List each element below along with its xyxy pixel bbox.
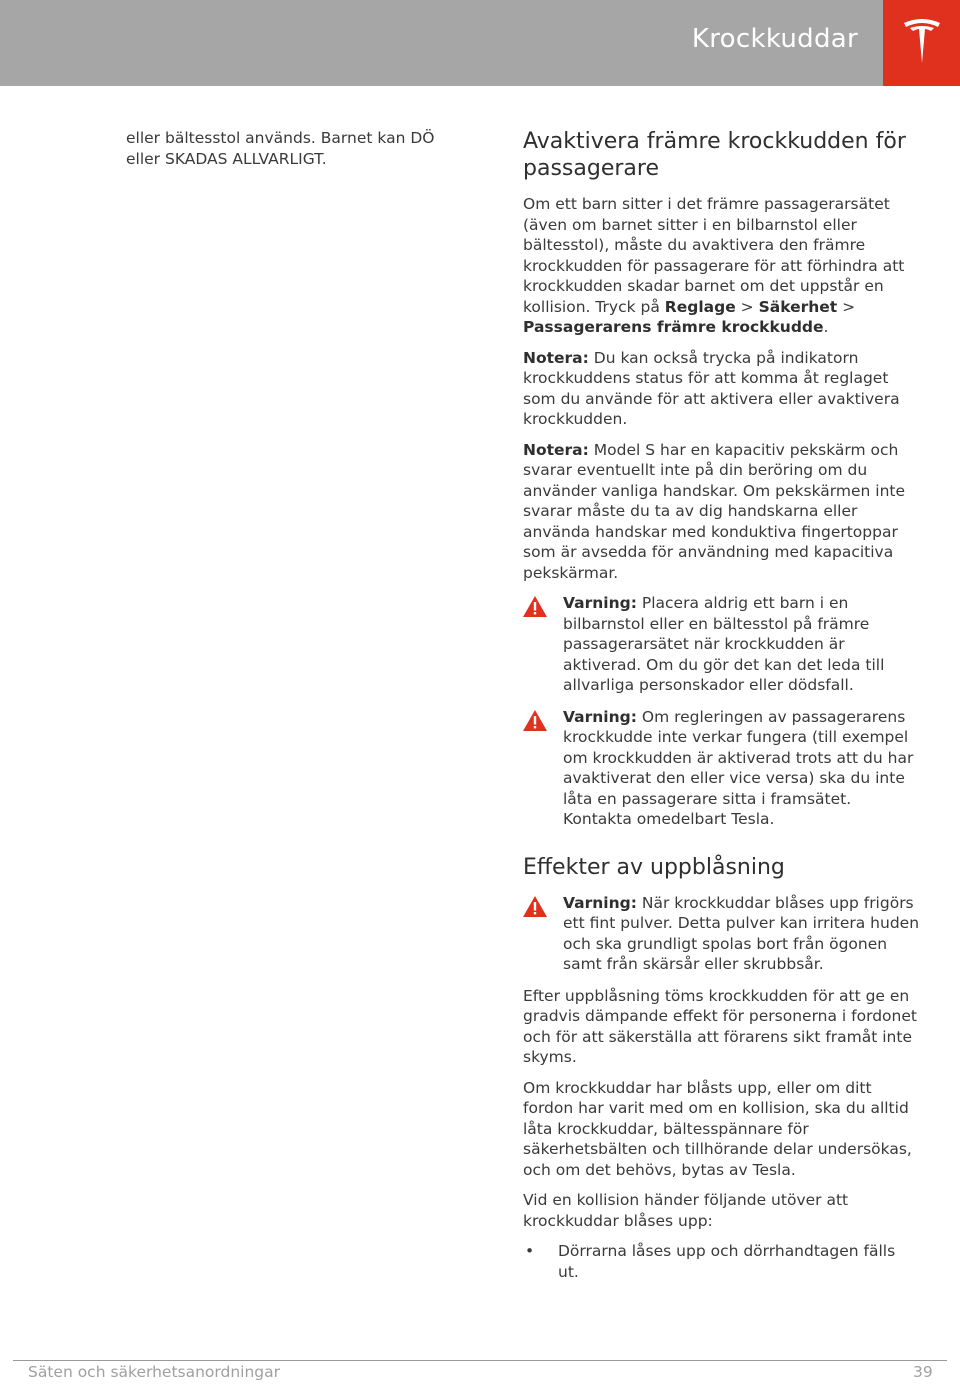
note-touchscreen (523, 440, 920, 584)
section-heading-deactivate: Avaktivera främre krockkudden för passagerare (523, 129, 906, 181)
list-item-text: Dörrarna låses upp och dörrhandtagen fälls ut. (558, 1242, 896, 1281)
warning-label: Varning: (563, 893, 637, 912)
tesla-logo-icon (902, 17, 942, 65)
paragraph-inspection: Om krockkuddar har blåsts upp, eller om ditt fordon har varit med om en kollision, ska du alltid låta krockkuddar, bältesspännare för säkerhetsbälten och tillhörande delar undersökas, och om det behövs, bytas av Tesla. (523, 1078, 912, 1179)
section-heading-inflation: Effekter av uppblåsning (523, 854, 785, 880)
note-label: Notera: (523, 440, 589, 459)
bullet-icon: • (525, 1242, 535, 1260)
warning-text: Om regleringen av passagerarens krockkudde inte verkar fungera (till exempel om krockkudden är aktiverad trots att du har avaktiverat den eller vice versa) ska du inte låta en passagerare sitta i framsätet. Kontakta omedelbart Tesla. (563, 707, 914, 828)
paragraph-collision-intro: Vid en kollision händer följande utöver att krockkuddar blåses upp: (523, 1191, 849, 1230)
warning-label: Varning: (563, 707, 637, 726)
warning-triangle-icon (523, 896, 547, 917)
footer-divider (13, 1360, 947, 1361)
warning-label: Varning: (563, 594, 637, 612)
list-item (523, 1241, 920, 1282)
warning-airbag-control (523, 707, 920, 830)
path-reglage: Reglage (664, 297, 736, 316)
left-paragraph: eller bältesstol används. Barnet kan DÖ eller SKADAS ALLVARLIGT. (126, 129, 435, 168)
footer-section-name: Säten och säkerhetsanordningar (28, 1363, 281, 1381)
left-column (126, 128, 471, 180)
page-number: 39 (913, 1363, 933, 1381)
note-text: Du kan också trycka på indikatorn krockkuddens status för att komma åt reglaget som du använde för att aktivera eller avaktivera krockkudden. (523, 348, 900, 428)
warning-powder (523, 893, 920, 975)
warning-text: Placera aldrig ett barn i en bilbarnstol eller en bältesstol på främre passagerarsätet när krockkudden är aktiverad. Om du gör det kan det leda till allvarliga personskador eller dödsfall. (563, 594, 885, 694)
note-indicator (523, 348, 920, 430)
paragraph-deflation: Efter uppblåsning töms krockkudden för att ge en gradvis dämpande effekt för personerna i fordonet och för att säkerställa att förarens sikt framåt inte skyms. (523, 986, 917, 1066)
note-text: Model S har en kapacitiv pekskärm och svarar eventuellt inte på din beröring om du använder vanliga handskar. Om pekskärmen inte svarar måste du ta av dig handskarna eller använda handskar med konduktiva fingertoppar som är avsedda för användning med kapacitiva pekskärmar. (523, 440, 906, 582)
paragraph-end: . (823, 318, 829, 336)
right-column (523, 128, 920, 1282)
warning-text: När krockkuddar blåses upp frigörs ett fint pulver. Detta pulver kan irritera huden och ska grundligt spolas bort från ögonen samt från skärsår eller skrubbsår. (563, 893, 920, 973)
paragraph-text: Om ett barn sitter i det främre passagerarsätet (även om barnet sitter i en bilbarnstol eller bältesstol), måste du avaktivera den främre krockkudden för passagerare för att förhindra att krockkudden skadar barnet om det uppstår en kollision. Tryck på (523, 195, 905, 316)
warning-triangle-icon (523, 596, 547, 617)
path-separator: > (837, 297, 856, 316)
path-passenger-airbag: Passagerarens främre krockkudde (523, 318, 824, 336)
warning-triangle-icon (523, 710, 547, 731)
note-label: Notera: (523, 348, 589, 367)
warning-child-seat (523, 593, 920, 696)
paragraph-deactivate-instructions (523, 194, 920, 338)
page-title: Krockkuddar (691, 24, 858, 54)
logo-box (883, 0, 960, 86)
path-sakerhet: Säkerhet (758, 297, 838, 316)
path-separator: > (735, 297, 759, 316)
